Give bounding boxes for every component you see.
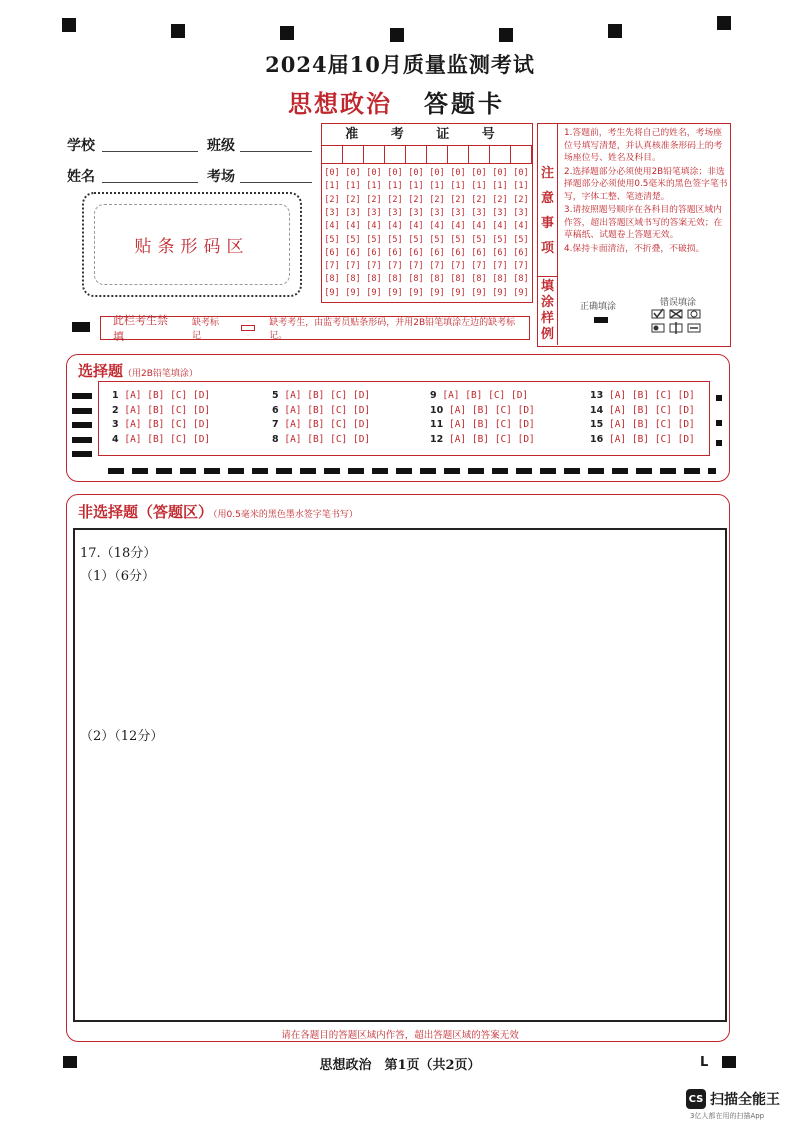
digit-bubble[interactable]: [7] — [492, 261, 508, 272]
digit-bubble[interactable]: [2] — [492, 194, 508, 205]
digit-bubble[interactable]: [2] — [366, 194, 382, 205]
choice-question[interactable] — [430, 390, 528, 401]
correct-fill-sample — [594, 317, 608, 323]
digit-bubble[interactable]: [0] — [450, 168, 466, 178]
digit-bubble[interactable]: [9] — [513, 287, 529, 298]
choice-options[interactable]: [A] [B] [C] [D] — [284, 419, 371, 430]
choice-question-number: 2 — [112, 404, 119, 416]
choice-options[interactable]: [A] [B] [C] [D] — [448, 404, 535, 416]
digit-bubble[interactable]: [5] — [387, 234, 403, 245]
digit-bubble[interactable]: [6] — [324, 247, 340, 258]
digit-bubble[interactable]: [3] — [345, 207, 361, 218]
digit-bubble[interactable]: [8] — [471, 274, 487, 285]
class-label: 班级 — [207, 138, 235, 154]
digit-bubble[interactable]: [3] — [492, 207, 508, 218]
name-field[interactable] — [102, 182, 198, 183]
digit-bubble[interactable]: [7] — [366, 261, 382, 272]
timing-mark — [72, 451, 92, 457]
choice-question-number: 11 — [430, 419, 444, 430]
choice-question[interactable] — [590, 434, 695, 445]
page-footer: 思想政治 第1页（共2页） — [319, 1058, 481, 1073]
digit-bubble[interactable]: [6] — [513, 247, 529, 258]
exam-number-input-cell[interactable] — [448, 146, 469, 164]
choice-question-number: 1 — [112, 390, 119, 401]
choice-options[interactable]: [A] [B] [C] [D] — [124, 404, 211, 416]
note-item: 4.保持卡面清洁，不折叠，不破损。 — [564, 243, 705, 254]
digit-bubble[interactable]: [6] — [345, 247, 361, 258]
digit-bubble[interactable]: [4] — [492, 221, 508, 232]
timing-mark — [72, 393, 92, 399]
room-field[interactable] — [240, 182, 312, 183]
digit-bubble[interactable]: [3] — [429, 207, 445, 218]
digit-bubble[interactable]: [9] — [450, 287, 466, 298]
choice-options[interactable]: [A] [B] [C] [D] — [448, 433, 535, 445]
digit-bubble[interactable]: [8] — [387, 274, 403, 285]
notes-box — [537, 123, 731, 347]
digit-bubble[interactable]: [2] — [408, 194, 424, 205]
cs-logo-icon: CS — [686, 1089, 706, 1109]
digit-bubble[interactable]: [5] — [513, 234, 529, 245]
choice-question[interactable] — [430, 405, 535, 416]
digit-bubble[interactable]: [4] — [471, 221, 487, 232]
digit-bubble[interactable]: [9] — [492, 287, 508, 298]
missing-exam-row — [100, 314, 530, 343]
digit-bubble[interactable]: [9] — [429, 287, 445, 298]
choice-question-number: 8 — [272, 433, 279, 445]
digit-bubble[interactable]: [9] — [345, 287, 361, 298]
digit-bubble[interactable]: [7] — [450, 261, 466, 272]
digit-bubble[interactable]: [1] — [471, 181, 487, 192]
digit-bubble[interactable]: [7] — [471, 261, 487, 272]
digit-bubble[interactable]: [0] — [492, 168, 508, 178]
digit-bubble[interactable]: [1] — [387, 181, 403, 192]
choice-options[interactable]: [A] [B] [C] [D] — [124, 433, 211, 445]
timing-mark — [171, 24, 185, 38]
choice-question[interactable] — [272, 390, 370, 401]
choice-question-number: 9 — [430, 390, 437, 401]
note-item: 2.选择题部分必须使用2B铅笔填涂；非选择题部分必须使用0.5毫米的黑色签字笔书写，字体工整、笔迹清楚。 — [564, 166, 728, 202]
digit-bubble[interactable]: [9] — [471, 287, 487, 298]
choice-question[interactable] — [430, 434, 535, 445]
digit-bubble[interactable]: [1] — [345, 181, 361, 192]
digit-bubble[interactable]: [0] — [366, 168, 382, 178]
digit-bubble[interactable]: [8] — [450, 274, 466, 285]
digit-bubble[interactable]: [3] — [513, 207, 529, 218]
note-item: 1.答题前，考生先将自己的姓名，考场座位号填写清楚，并认真核准条形码上的考场座位号、姓名及科目。 — [564, 128, 723, 163]
school-field[interactable] — [102, 151, 198, 152]
choice-question-number: 12 — [430, 433, 444, 445]
digit-bubble[interactable]: [4] — [513, 221, 529, 232]
digit-bubble[interactable]: [5] — [471, 234, 487, 245]
missing-exam-title: 此栏考生禁填 — [113, 314, 168, 343]
choice-question-number: 14 — [590, 404, 604, 416]
digit-bubble[interactable]: [9] — [366, 287, 382, 298]
digit-bubble[interactable]: [1] — [450, 181, 466, 192]
timing-mark — [716, 440, 722, 446]
choice-options[interactable]: [A] [B] [C] [D] — [608, 390, 695, 401]
missing-mark-bubble[interactable] — [241, 325, 255, 331]
notes-side-label: 注 意 事 项 — [538, 124, 558, 277]
barcode-area — [82, 192, 302, 297]
digit-bubble[interactable]: [4] — [387, 221, 403, 232]
digit-bubble[interactable]: [3] — [366, 207, 382, 218]
choice-question-number: 6 — [272, 404, 279, 416]
digit-bubble[interactable]: [9] — [408, 287, 424, 298]
exam-number-input-cell[interactable] — [427, 146, 448, 164]
digit-row — [322, 288, 532, 302]
correct-fill-label: 正确填涂 — [580, 302, 617, 312]
digit-bubble[interactable]: [3] — [324, 207, 340, 218]
digit-bubble[interactable]: [8] — [345, 274, 361, 285]
choice-question[interactable] — [112, 434, 210, 445]
digit-bubble[interactable]: [8] — [513, 274, 529, 285]
missing-mark-label: 缺考标记 — [191, 318, 219, 341]
digit-bubble[interactable]: [5] — [345, 234, 361, 245]
choice-question[interactable] — [590, 390, 695, 401]
digit-bubble[interactable]: [5] — [408, 234, 424, 245]
choice-section-title: 选择题（用2B铅笔填涂） — [78, 362, 198, 380]
digit-bubble[interactable]: [1] — [429, 181, 445, 192]
timing-mark — [72, 322, 90, 332]
digit-bubble[interactable]: [9] — [387, 287, 403, 298]
digit-bubble[interactable]: [3] — [450, 207, 466, 218]
question-17-2: （2）（12分） — [80, 729, 164, 744]
digit-row — [322, 208, 532, 222]
digit-bubble[interactable]: [1] — [408, 181, 424, 192]
barcode-label: 贴条形码区 — [94, 204, 290, 285]
digit-bubble[interactable]: [6] — [366, 247, 382, 258]
choice-question-number: 15 — [590, 419, 604, 430]
exam-number-input-cell[interactable] — [511, 146, 532, 164]
digit-bubble[interactable]: [7] — [345, 261, 361, 272]
timing-mark — [717, 16, 731, 30]
school-label: 学校 — [67, 138, 95, 154]
digit-bubble[interactable]: [8] — [408, 274, 424, 285]
choice-options[interactable]: [A] [B] [C] [D] — [284, 433, 371, 445]
exam-number-grid — [321, 123, 533, 303]
missing-exam-text: 缺考考生，由监考员贴条形码，并用2B铅笔填涂左边的缺考标记。 — [269, 318, 516, 341]
exam-number-input-cell[interactable] — [469, 146, 490, 164]
digit-bubble[interactable]: [0] — [324, 168, 340, 178]
choice-options[interactable]: [A] [B] [C] [D] — [284, 390, 371, 401]
choice-question[interactable] — [272, 419, 370, 430]
choice-options[interactable]: [A] [B] [C] [D] — [124, 419, 211, 430]
digit-bubble[interactable]: [4] — [324, 221, 340, 232]
scanner-tagline: 3亿人都在用的扫描App — [690, 1112, 765, 1120]
choice-options[interactable]: [A] [B] [C] [D] — [124, 390, 211, 401]
timing-mark — [72, 408, 92, 414]
choice-question[interactable] — [590, 405, 695, 416]
digit-bubble[interactable]: [3] — [471, 207, 487, 218]
digit-bubble[interactable]: [2] — [387, 194, 403, 205]
choice-question[interactable] — [430, 419, 535, 430]
card-title: 答题卡 — [424, 89, 505, 118]
digit-bubble[interactable]: [6] — [492, 247, 508, 258]
digit-bubble[interactable]: [5] — [324, 234, 340, 245]
digit-row — [322, 221, 532, 235]
timing-mark — [72, 422, 92, 428]
digit-bubble[interactable]: [1] — [513, 181, 529, 192]
choice-question[interactable] — [272, 405, 370, 416]
digit-bubble[interactable]: [6] — [471, 247, 487, 258]
digit-bubble[interactable]: [5] — [492, 234, 508, 245]
timing-mark — [62, 18, 76, 32]
choice-question[interactable] — [590, 419, 695, 430]
question-17: 17.（18分） — [80, 546, 157, 561]
digit-bubble[interactable]: [1] — [366, 181, 382, 192]
choice-question-number: 13 — [590, 390, 604, 401]
timing-mark — [499, 28, 513, 42]
exam-number-input-cell[interactable] — [406, 146, 427, 164]
scanner-watermark — [686, 1089, 780, 1109]
digit-bubble[interactable]: [1] — [324, 181, 340, 192]
digit-bubble[interactable]: [7] — [324, 261, 340, 272]
digit-bubble[interactable]: [7] — [408, 261, 424, 272]
choice-options[interactable]: [A] [B] [C] [D] — [442, 390, 529, 401]
digit-bubble[interactable]: [4] — [345, 221, 361, 232]
subject-title: 思想政治 — [288, 89, 392, 118]
digit-bubble[interactable]: [8] — [429, 274, 445, 285]
choice-question-number: 16 — [590, 433, 604, 445]
choice-options[interactable]: [A] [B] [C] [D] — [608, 433, 695, 445]
page-letter: L — [700, 1055, 709, 1070]
digit-bubble[interactable]: [2] — [513, 194, 529, 205]
answer-area[interactable] — [73, 528, 727, 1022]
digit-bubble[interactable]: [0] — [429, 168, 445, 178]
wrong-fill-label: 错误填涂 — [660, 298, 697, 308]
timing-mark — [722, 1056, 736, 1068]
digit-bubble[interactable]: [8] — [324, 274, 340, 285]
exam-title: 2024届10月质量监测考试 — [265, 52, 535, 77]
digit-row — [322, 261, 532, 275]
digit-bubble[interactable]: [6] — [450, 247, 466, 258]
note-item: 3.请按照题号顺序在各科目的答题区域内作答，超出答题区域书写的答案无效；在草稿纸、试题卷上答题无效。 — [564, 205, 723, 240]
digit-bubble[interactable]: [7] — [387, 261, 403, 272]
choice-question[interactable] — [112, 390, 210, 401]
digit-bubble[interactable]: [4] — [366, 221, 382, 232]
footer-warning: 请在各题目的答题区域内作答，超出答题区域的答案无效 — [281, 1030, 519, 1041]
timing-mark — [72, 437, 92, 443]
class-field[interactable] — [240, 151, 312, 152]
digit-bubble[interactable]: [5] — [450, 234, 466, 245]
timing-mark — [280, 26, 294, 40]
wrong-fill-samples — [650, 308, 710, 338]
free-section-title: 非选择题（答题区）（用0.5毫米的黑色墨水签字笔书写） — [78, 503, 358, 521]
exam-number-input-cell[interactable] — [322, 146, 343, 164]
digit-row — [322, 181, 532, 195]
choice-options[interactable]: [A] [B] [C] [D] — [284, 404, 371, 416]
digit-bubble[interactable]: [3] — [387, 207, 403, 218]
digit-bubble[interactable]: [4] — [408, 221, 424, 232]
digit-bubble[interactable]: [3] — [408, 207, 424, 218]
exam-number-title: 准 考 证 号 — [322, 124, 532, 146]
timing-mark — [390, 28, 404, 42]
choice-options[interactable]: [A] [B] [C] [D] — [448, 419, 535, 430]
exam-number-input-cell[interactable] — [490, 146, 511, 164]
digit-bubble[interactable]: [7] — [513, 261, 529, 272]
digit-bubble[interactable]: [2] — [429, 194, 445, 205]
timing-mark — [608, 24, 622, 38]
digit-bubble[interactable]: [8] — [366, 274, 382, 285]
choice-options[interactable]: [A] [B] [C] [D] — [608, 404, 695, 416]
timing-mark — [716, 420, 722, 426]
digit-bubble[interactable]: [4] — [450, 221, 466, 232]
exam-number-input-cell[interactable] — [364, 146, 385, 164]
fill-example-label: 填 涂 样 例 — [538, 277, 558, 345]
digit-bubble[interactable]: [6] — [408, 247, 424, 258]
digit-row — [322, 235, 532, 249]
room-label: 考场 — [207, 169, 235, 185]
digit-bubble[interactable]: [4] — [429, 221, 445, 232]
question-17-1: （1）（6分） — [80, 569, 156, 584]
digit-bubble[interactable]: [1] — [492, 181, 508, 192]
digit-bubble[interactable]: [5] — [429, 234, 445, 245]
digit-bubble[interactable]: [0] — [387, 168, 403, 178]
digit-bubble[interactable]: [2] — [450, 194, 466, 205]
digit-row — [322, 274, 532, 288]
exam-number-input-cell[interactable] — [385, 146, 406, 164]
choice-question[interactable] — [112, 405, 210, 416]
digit-bubble[interactable]: [8] — [492, 274, 508, 285]
timing-mark — [716, 395, 722, 401]
choice-question-number: 10 — [430, 404, 444, 416]
digit-bubble[interactable]: [2] — [471, 194, 487, 205]
scanner-name: 扫描全能王 — [710, 1092, 780, 1108]
choice-options[interactable]: [A] [B] [C] [D] — [608, 419, 695, 430]
digit-bubble[interactable]: [0] — [471, 168, 487, 178]
digit-row — [322, 168, 532, 182]
choice-question[interactable] — [272, 434, 370, 445]
exam-number-input-cell[interactable] — [343, 146, 364, 164]
digit-row — [322, 248, 532, 262]
choice-question-number: 5 — [272, 390, 279, 401]
name-label: 姓名 — [67, 169, 95, 185]
digit-bubble[interactable]: [0] — [345, 168, 361, 178]
digit-bubble[interactable]: [9] — [324, 287, 340, 298]
notes-list — [564, 127, 728, 256]
choice-question-number: 3 — [112, 419, 119, 430]
choice-question[interactable] — [112, 419, 210, 430]
digit-bubble[interactable]: [5] — [366, 234, 382, 245]
timing-track — [108, 468, 716, 474]
digit-bubble[interactable]: [7] — [429, 261, 445, 272]
choice-question-number: 7 — [272, 419, 279, 430]
digit-bubble[interactable]: [0] — [408, 168, 424, 178]
digit-bubble[interactable]: [2] — [324, 194, 340, 205]
choice-question-number: 4 — [112, 433, 119, 445]
digit-bubble[interactable]: [6] — [429, 247, 445, 258]
digit-bubble[interactable]: [6] — [387, 247, 403, 258]
digit-bubble[interactable]: [2] — [345, 194, 361, 205]
digit-bubble[interactable]: [0] — [513, 168, 529, 178]
digit-row — [322, 195, 532, 209]
